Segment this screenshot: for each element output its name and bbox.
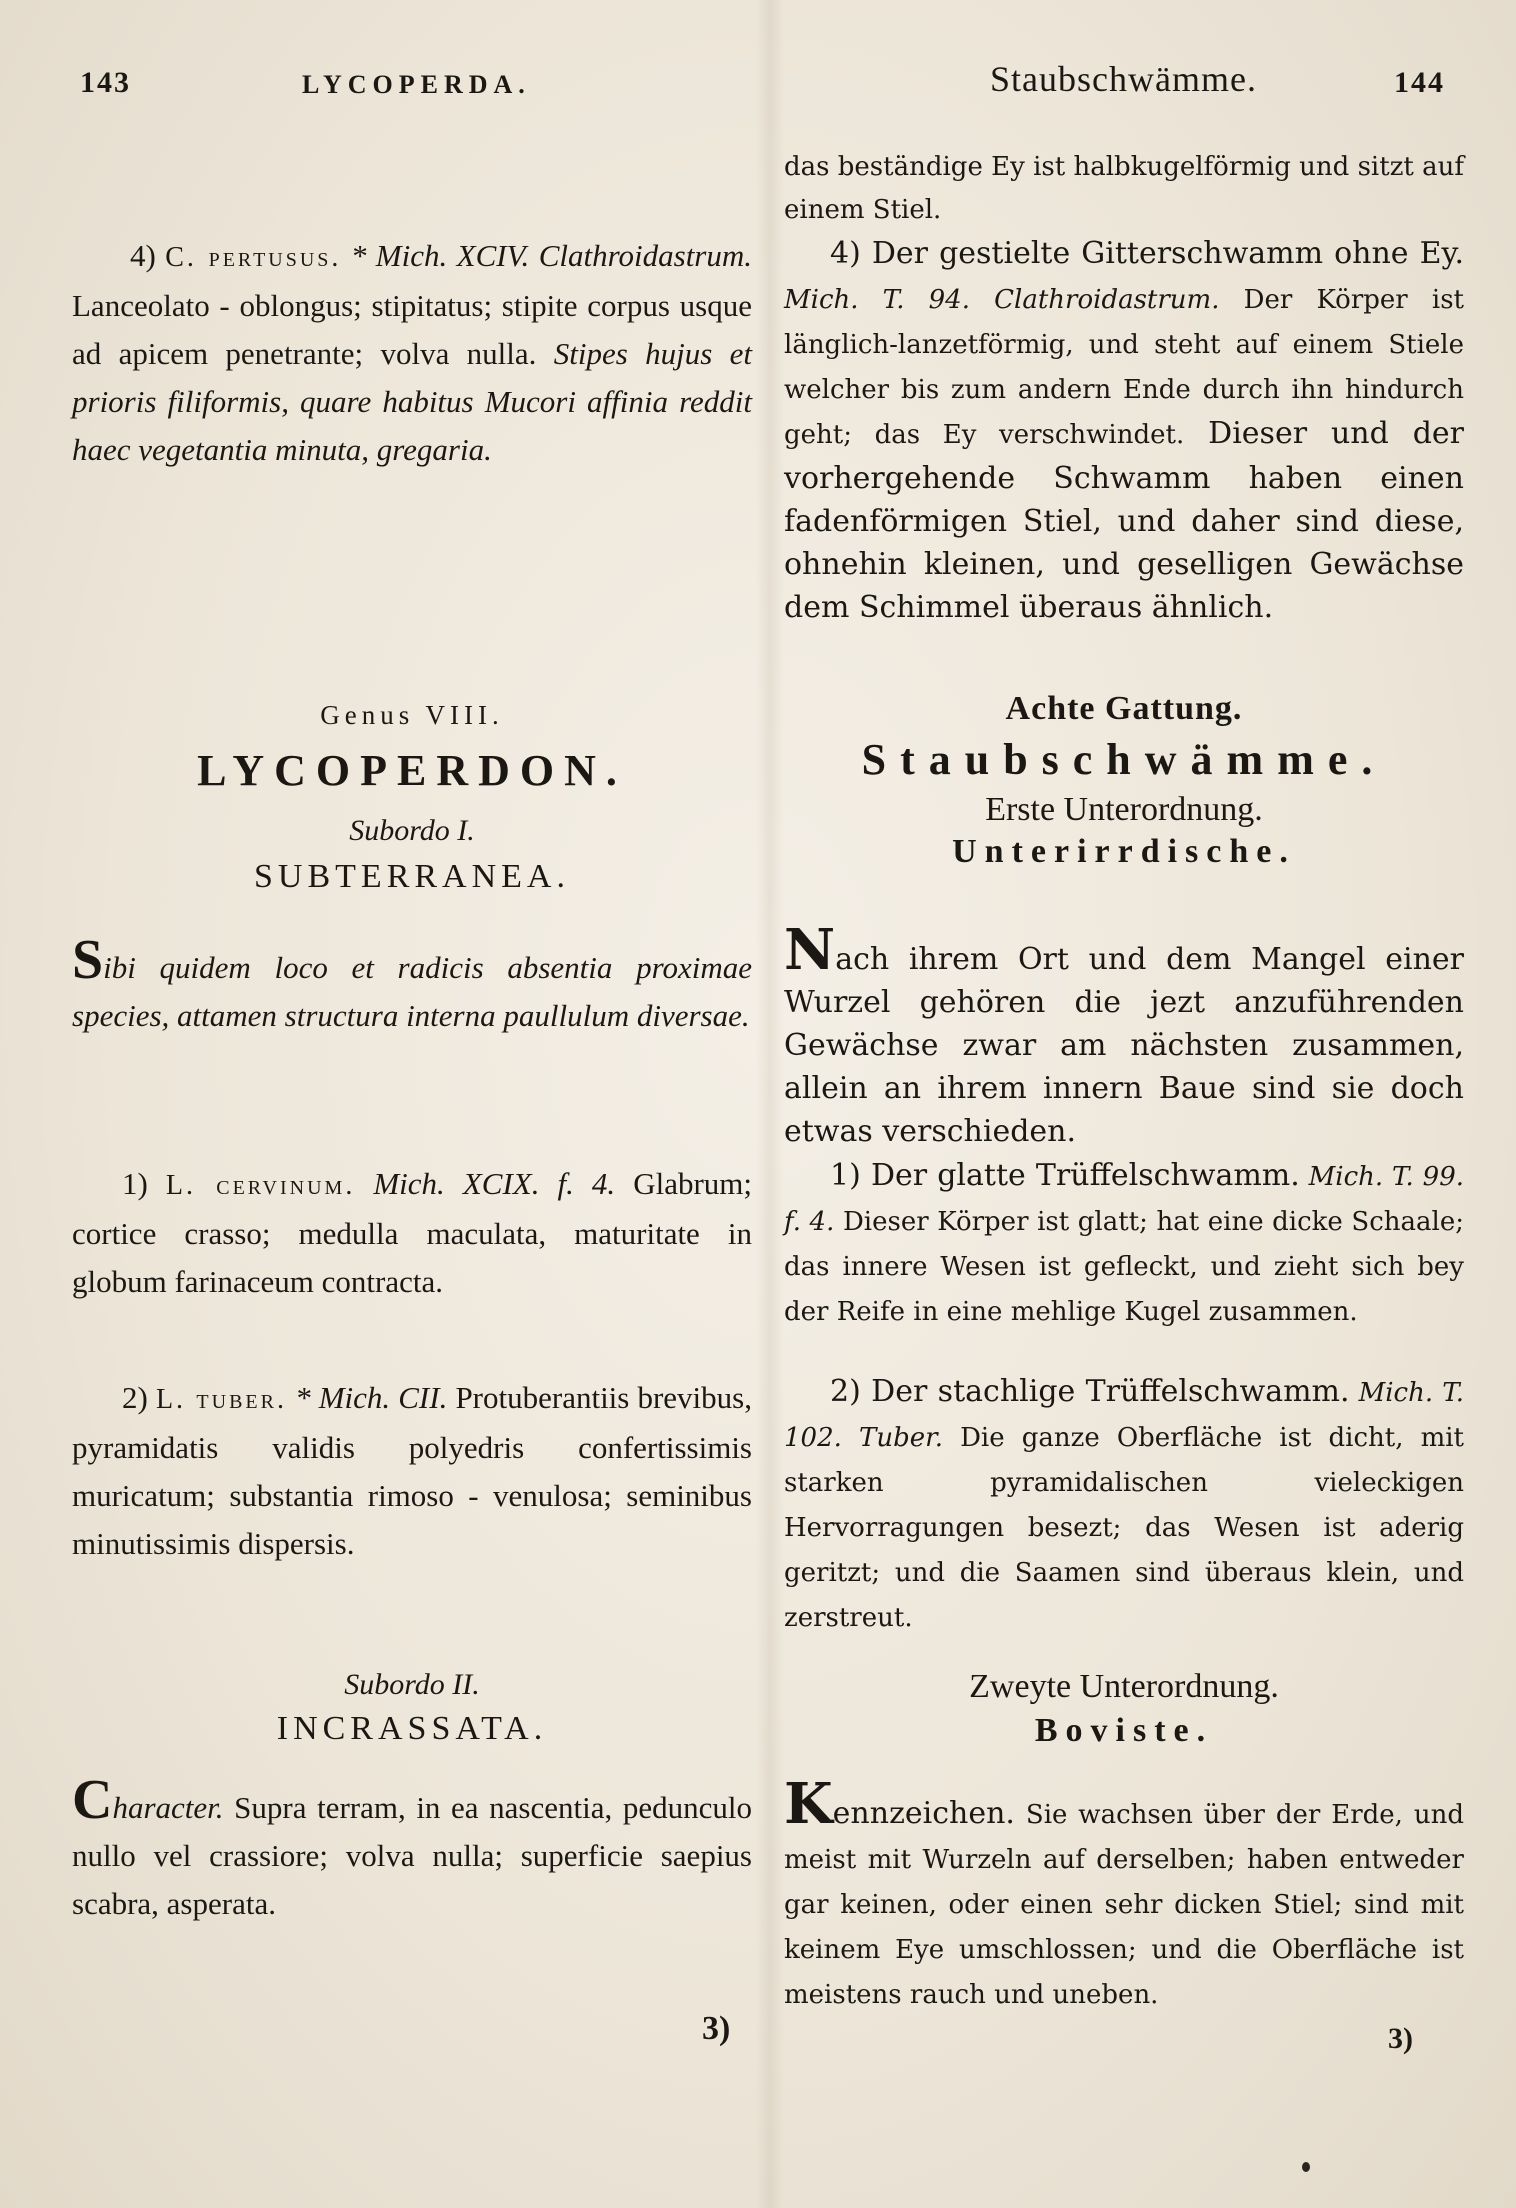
left-species-1: 1) L. cervinum. Mich. XCIX. f. 4. Glabrum; cortice crasso; medulla maculata, maturitate in globum farinaceum contracta.	[72, 1166, 753, 1299]
character-label: haracter.	[112, 1790, 224, 1825]
continuation-text: das beständige Ey ist halbkugelförmig und sitzt auf einem Stiel.	[784, 152, 1464, 225]
subordo-1-label: Erste Unterordnung.	[985, 791, 1263, 828]
right-entry-4: 4) Der gestielte Gitterschwamm ohne Ey. Mich. T. 94. Clathroidastrum. Der Körper ist länglich-lanzetförmig, und steht auf einem Stiele welcher bis zum andern Ende durch ihn hindurch geht; das Ey verschwindet. Dieser und der vorhergehende Schwamm haben einen fadenförmigen Stiel, und daher sind diese, ohnehin kleinen, und geselligen Gewächse dem Schimmel überaus ähnlich.	[784, 236, 1465, 625]
reference: Mich. T. 99. f. 4.	[784, 1162, 1465, 1237]
right-page-number: 144	[1394, 66, 1445, 99]
left-character	[72, 1769, 752, 1928]
genus-title: LYCOPERDON.	[197, 746, 627, 795]
left-entry-4	[72, 232, 752, 474]
character-description: Sie wachsen über der Erde, und meist mit Wurzeln auf derselben; haben entweder gar keinen, oder einen sehr dicken Stiel; sind mit keinem Eye umschlossen; und die Oberfläche ist meistens rauch und uneben.	[784, 1800, 1464, 2010]
drop-cap: N	[784, 917, 836, 983]
character-label: ennzeichen.	[832, 1796, 1015, 1831]
right-running-head: Staubschwämme.	[990, 59, 1257, 99]
right-subordo-1-desc	[784, 917, 1464, 1153]
page-gutter	[756, 0, 784, 2208]
character-description: Supra terram, in ea nascentia, pedunculo nullo vel crassiore; volva nulla; superficie saepius scabra, asperata.	[72, 1790, 752, 1921]
right-species-2: 2) Der stachlige Trüffelschwamm. Mich. T. 102. Tuber. Die ganze Oberfläche ist dicht, mit starken pyramidalischen vieleckigen Hervorragungen besezt; das Wesen ist aderig geritzt; und die Saamen sind überaus klein, und zerstreut.	[784, 1374, 1465, 1633]
left-genus-heading	[72, 700, 752, 896]
reference: * Mich. XCIV.	[341, 238, 530, 273]
description: Glabrum; cortice crasso; medulla maculata, maturitate in globum farinaceum contracta.	[72, 1166, 753, 1299]
right-character	[784, 1771, 1464, 2017]
genus-label: Achte Gattung.	[1005, 690, 1243, 727]
species-name: L. tuber.	[155, 1384, 287, 1415]
drop-cap: C	[72, 1769, 113, 1831]
left-entry-4-text	[72, 232, 752, 474]
left-running-head: LYCOPERDA.	[302, 70, 531, 99]
left-page-number: 143	[80, 66, 131, 99]
species-name: Der stachlige Trüffelschwamm.	[871, 1374, 1350, 1409]
description: Protuberantiis brevibus, pyramidatis validis polyedris confertissimis muricatum; substantia rimoso - venulosa; seminibus minutissimis dispersis.	[72, 1380, 752, 1561]
left-subordo-1-desc	[72, 929, 752, 1040]
right-species-1: 1) Der glatte Trüffelschwamm. Mich. T. 99. f. 4. Dieser Körper ist glatt; hat eine dicke Schaale; das innere Wesen ist gefleckt, und zieht sich bey der Reife in eine mehlige Kugel zusammen.	[784, 1158, 1465, 1327]
subordo-2-title: INCRASSATA.	[276, 1710, 548, 1747]
genus-title: Staubschwämme.	[861, 735, 1387, 784]
description: Die ganze Oberfläche ist dicht, mit starken pyramidalischen vieleckigen Hervorragungen besezt; das Wesen ist aderig geritzt; und die Saamen sind überaus klein, und zerstreut.	[784, 1423, 1464, 1633]
reference: Mich. XCIX. f. 4.	[355, 1166, 616, 1201]
note: Dieser und der vorhergehende Schwamm haben einen fadenförmigen Stiel, und daher sind diese, ohnehin kleinen, und geselligen Gewächse dem Schimmel überaus ähnlich.	[784, 416, 1464, 625]
description: Der Körper ist länglich-lanzetförmig, und steht auf einem Stiele welcher bis zum andern Ende durch ihn hindurch geht; das Ey verschwindet.	[784, 285, 1465, 450]
subordo-1-title: Unterirrdische.	[952, 833, 1296, 870]
drop-cap: K	[784, 1771, 833, 1837]
right-subordo-2-heading	[784, 1668, 1464, 1750]
subordo-2-label: Zweyte Unterordnung.	[969, 1668, 1279, 1705]
note: Stipes hujus et prioris filiformis, quare habitus Mucori affinia reddit haec vegetantia minuta, gregaria.	[72, 336, 752, 467]
reference: Mich. T. 94. Clathroidastrum.	[784, 285, 1220, 315]
reference: Mich. T. 102. Tuber.	[784, 1378, 1465, 1453]
description: Lanceolato - oblongus; stipitatus; stipite corpus usque ad apicem penetrante; volva nulla.	[72, 288, 752, 371]
species-name: L. cervinum.	[165, 1170, 356, 1201]
description: Dieser Körper ist glatt; hat eine dicke Schaale; das innere Wesen ist gefleckt, und zieht sich bey der Reife in eine mehlige Kugel zusammen.	[784, 1207, 1464, 1327]
reference: * Mich. CII.	[286, 1380, 448, 1415]
subordo-2-label: Subordo II.	[344, 1668, 480, 1701]
ink-speck	[1302, 2162, 1310, 2172]
subordo-1-label: Subordo I.	[349, 814, 475, 847]
left-species-2: 2) L. tuber. * Mich. CII. Protuberantiis brevibus, pyramidatis validis polyedris confertissimis muricatum; substantia rimoso - venulosa; seminibus minutissimis dispersis.	[72, 1380, 752, 1561]
species-name: Der glatte Trüffelschwamm.	[870, 1158, 1300, 1193]
left-subordo-2-heading	[72, 1668, 752, 1748]
species-name: Der gestielte Gitterschwamm ohne Ey.	[871, 236, 1465, 271]
right-catchword: 3)	[1388, 2022, 1413, 2055]
entry-number: 4)	[130, 238, 166, 273]
subordo-1-title: SUBTERRANEA.	[254, 858, 570, 895]
drop-cap: S	[72, 929, 104, 991]
subordo-1-description: ibi quidem loco et radicis absentia proximae species, attamen structura interna paullulum diversae.	[72, 950, 752, 1033]
genus-label: Genus VIII.	[320, 700, 504, 730]
subordo-2-title: Boviste.	[1034, 1712, 1214, 1749]
left-catchword: 3)	[702, 2010, 731, 2047]
right-genus-heading	[784, 690, 1464, 871]
species-name: C. pertusus.	[165, 242, 342, 273]
synonym: Clathroidastrum.	[529, 238, 753, 273]
right-continuation	[784, 146, 1464, 232]
subordo-1-description: ach ihrem Ort und dem Mangel einer Wurzel gehören die jezt anzuführenden Gewächse zwar am nächsten zusammen, allein an ihrem innern Baue sind sie doch etwas verschieden.	[784, 942, 1464, 1149]
